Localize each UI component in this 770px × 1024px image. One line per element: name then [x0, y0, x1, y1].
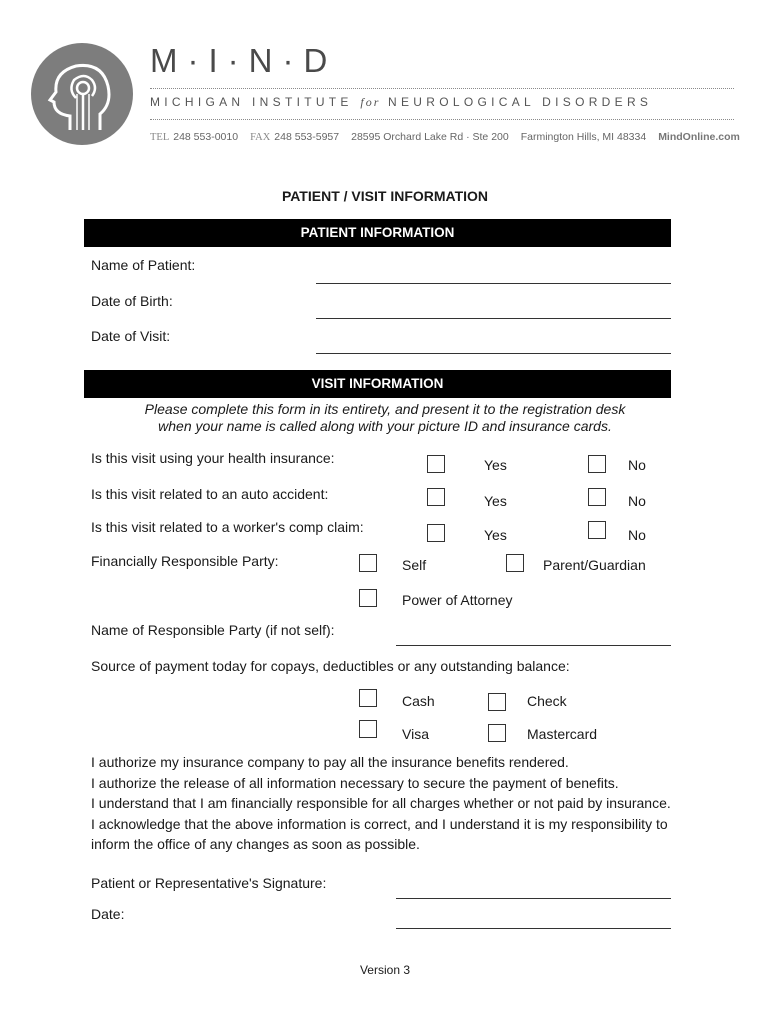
- cash-label: Cash: [402, 693, 435, 709]
- visa-checkbox[interactable]: [359, 720, 377, 738]
- tel-number: 248 553-0010: [173, 131, 239, 143]
- dob-label: Date of Birth:: [91, 293, 173, 309]
- patient-info-header: PATIENT INFORMATION: [84, 219, 671, 247]
- institute-name-part2: NEUROLOGICAL DISORDERS: [388, 95, 653, 109]
- payment-source-label: Source of payment today for copays, deductibles or any outstanding balance:: [91, 658, 570, 674]
- brand-name: M·I·N·D: [150, 42, 338, 79]
- auto-accident-yes-label: Yes: [484, 493, 507, 509]
- authorization-line: I authorize the release of all information necessary to secure the payment of benefits.: [91, 774, 619, 791]
- self-label: Self: [402, 557, 427, 573]
- dov-label: Date of Visit:: [91, 328, 171, 344]
- cash-checkbox[interactable]: [359, 689, 377, 707]
- dob-field[interactable]: [316, 318, 671, 319]
- power-of-attorney-checkbox[interactable]: [359, 589, 377, 607]
- city-address: Farmington Hills, MI 48334: [520, 131, 647, 143]
- instruction-line: when your name is called along with your picture ID and insurance cards.: [158, 418, 612, 434]
- instruction-line: Please complete this form in its entirety, and present it to the registration desk: [144, 401, 626, 417]
- divider: [150, 119, 734, 120]
- responsible-name-field[interactable]: [396, 645, 671, 646]
- signature-date-field[interactable]: [396, 928, 671, 929]
- responsible-name-label: Name of Responsible Party (if not self):: [91, 622, 335, 638]
- instructions: [0, 401, 770, 435]
- fax-label: FAX: [250, 132, 271, 143]
- visit-info-header: VISIT INFORMATION: [84, 370, 671, 398]
- auto-accident-yes-checkbox[interactable]: [427, 488, 445, 506]
- version-label: Version 3: [359, 963, 411, 977]
- insurance-no-label: No: [628, 457, 646, 473]
- responsible-party-label: Financially Responsible Party:: [91, 553, 279, 569]
- insurance-question: Is this visit using your health insurance:: [91, 450, 335, 466]
- insurance-no-checkbox[interactable]: [588, 455, 606, 473]
- check-label: Check: [527, 693, 567, 709]
- workers-comp-no-checkbox[interactable]: [588, 521, 606, 539]
- fax-number: 248 553-5957: [274, 131, 340, 143]
- divider: [150, 88, 734, 89]
- auto-accident-no-label: No: [628, 493, 646, 509]
- visa-label: Visa: [402, 726, 429, 742]
- signature-field[interactable]: [396, 898, 671, 899]
- power-of-attorney-label: Power of Attorney: [402, 592, 513, 608]
- parent-guardian-label: Parent/Guardian: [543, 557, 646, 573]
- workers-comp-yes-label: Yes: [484, 527, 507, 543]
- tel-label: TEL: [150, 132, 170, 143]
- website: MindOnline.com: [658, 131, 740, 143]
- dov-field[interactable]: [316, 353, 671, 354]
- institute-name: [150, 95, 652, 110]
- street-address: 28595 Orchard Lake Rd · Ste 200: [351, 131, 509, 143]
- institute-name-part1: MICHIGAN INSTITUTE: [150, 95, 353, 109]
- patient-name-label: Name of Patient:: [91, 257, 196, 273]
- authorization-line: I understand that I am financially responsible for all charges whether or not paid by insurance.: [91, 795, 671, 811]
- authorization-line: I acknowledge that the above information is correct, and I understand it is my responsibility to: [91, 815, 668, 832]
- mastercard-label: Mastercard: [527, 726, 598, 742]
- form-title: PATIENT / VISIT INFORMATION: [281, 188, 489, 204]
- authorization-line: I authorize my insurance company to pay all the insurance benefits rendered.: [91, 754, 569, 770]
- auto-accident-no-checkbox[interactable]: [588, 488, 606, 506]
- mind-logo-icon: [30, 42, 134, 146]
- signature-date-label: Date:: [91, 906, 125, 922]
- workers-comp-no-label: No: [628, 527, 646, 543]
- insurance-yes-label: Yes: [484, 457, 507, 473]
- check-checkbox[interactable]: [488, 693, 506, 711]
- authorization-line: inform the office of any changes as soon as possible.: [91, 836, 420, 852]
- patient-name-field[interactable]: [316, 283, 671, 284]
- workers-comp-yes-checkbox[interactable]: [427, 524, 445, 542]
- parent-guardian-checkbox[interactable]: [506, 554, 524, 572]
- signature-label: Patient or Representative's Signature:: [91, 875, 327, 891]
- authorization-text: [91, 752, 671, 855]
- contact-line: [150, 131, 740, 143]
- mastercard-checkbox[interactable]: [488, 724, 506, 742]
- self-checkbox[interactable]: [359, 554, 377, 572]
- insurance-yes-checkbox[interactable]: [427, 455, 445, 473]
- auto-accident-question: Is this visit related to an auto accident:: [91, 486, 329, 502]
- institute-name-for: for: [360, 95, 381, 109]
- workers-comp-question: Is this visit related to a worker's comp claim:: [91, 519, 364, 535]
